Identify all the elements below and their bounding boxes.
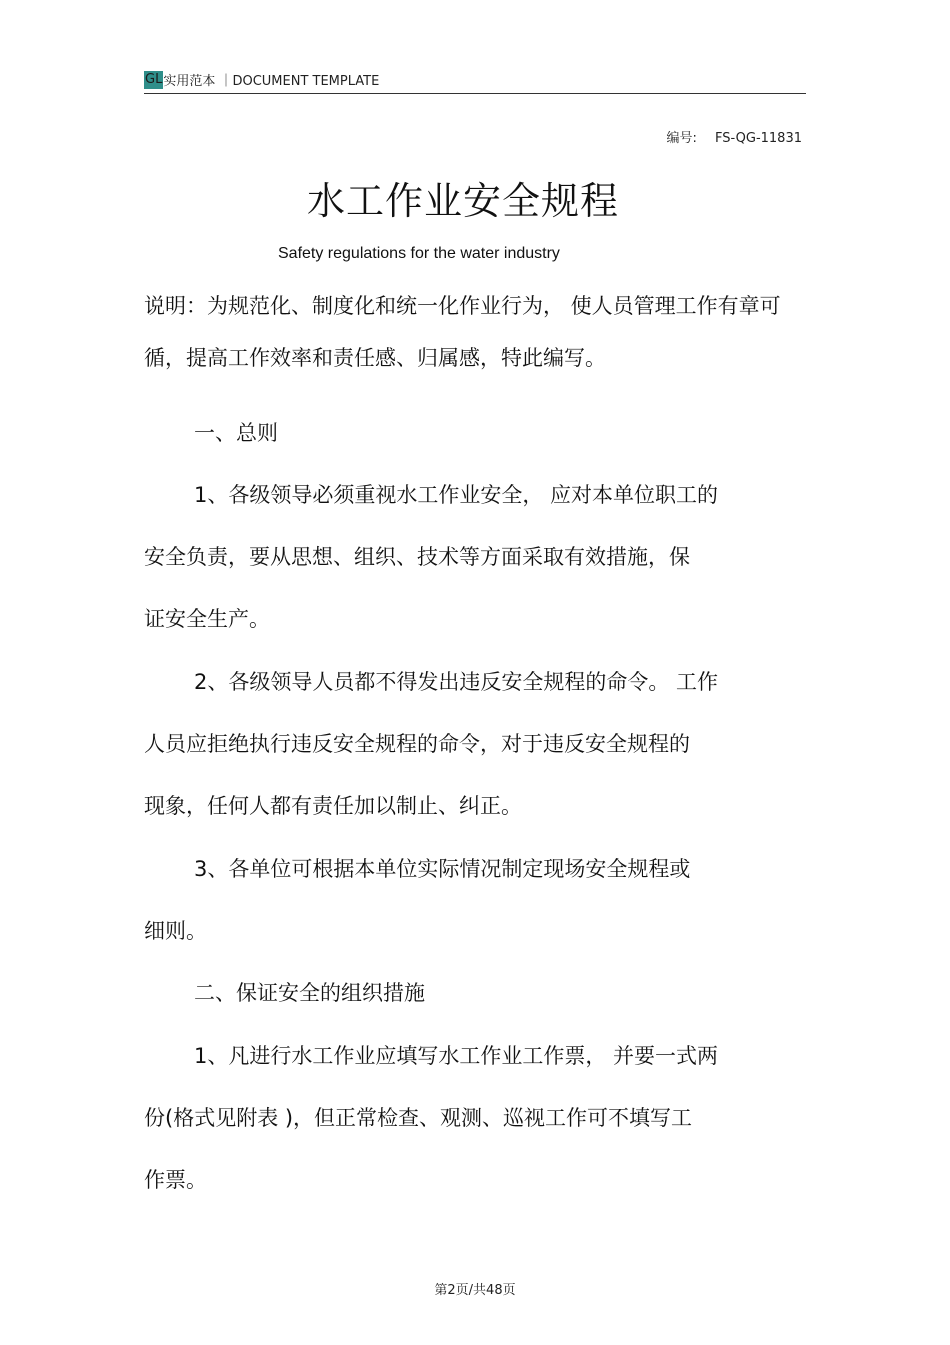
body-line: 1、凡进行水工作业应填写水工作业工作票， 并要一式两 (194, 1044, 719, 1068)
body-line: 2、各级领导人员都不得发出违反安全规程的命令。 工作 (194, 670, 719, 694)
page-footer: 第2页/共48页 (434, 1283, 516, 1298)
body-line: 现象，任何人都有责任加以制止、纠正。 (144, 794, 522, 818)
header-text: 实用范本 ｜DOCUMENT TEMPLATE (163, 74, 380, 89)
page-header (144, 70, 379, 89)
body-line: 循，提高工作效率和责任感、归属感，特此编写。 (144, 346, 606, 370)
document-number-label: 编号: (666, 131, 697, 146)
body-line: 说明：为规范化、制度化和统一化作业行为， 使人员管理工作有章可 (144, 294, 781, 318)
body-line: 证安全生产。 (144, 607, 270, 631)
section-heading: 一、总则 (194, 421, 278, 445)
document-number-value: FS-QG-11831 (714, 131, 802, 146)
body-line: 1、各级领导必须重视水工作业安全， 应对本单位职工的 (194, 483, 719, 507)
header-divider (144, 93, 806, 94)
body-line: 人员应拒绝执行违反安全规程的命令，对于违反安全规程的 (144, 732, 690, 756)
body-line: 份(格式见附表 )，但正常检查、观测、巡视工作可不填写工 (144, 1106, 693, 1130)
body-line: 3、各单位可根据本单位实际情况制定现场安全规程或 (194, 857, 691, 881)
document-subtitle: Safety regulations for the water industry (278, 245, 560, 262)
body-line: 细则。 (144, 919, 207, 943)
document-title: 水工作业安全规程 (306, 179, 619, 223)
body-line: 作票。 (144, 1168, 207, 1192)
section-heading: 二、保证安全的组织措施 (194, 981, 425, 1005)
document-number (666, 127, 802, 146)
body-line: 安全负责，要从思想、组织、技术等方面采取有效措施，保 (144, 545, 690, 569)
logo: GL (145, 71, 163, 87)
